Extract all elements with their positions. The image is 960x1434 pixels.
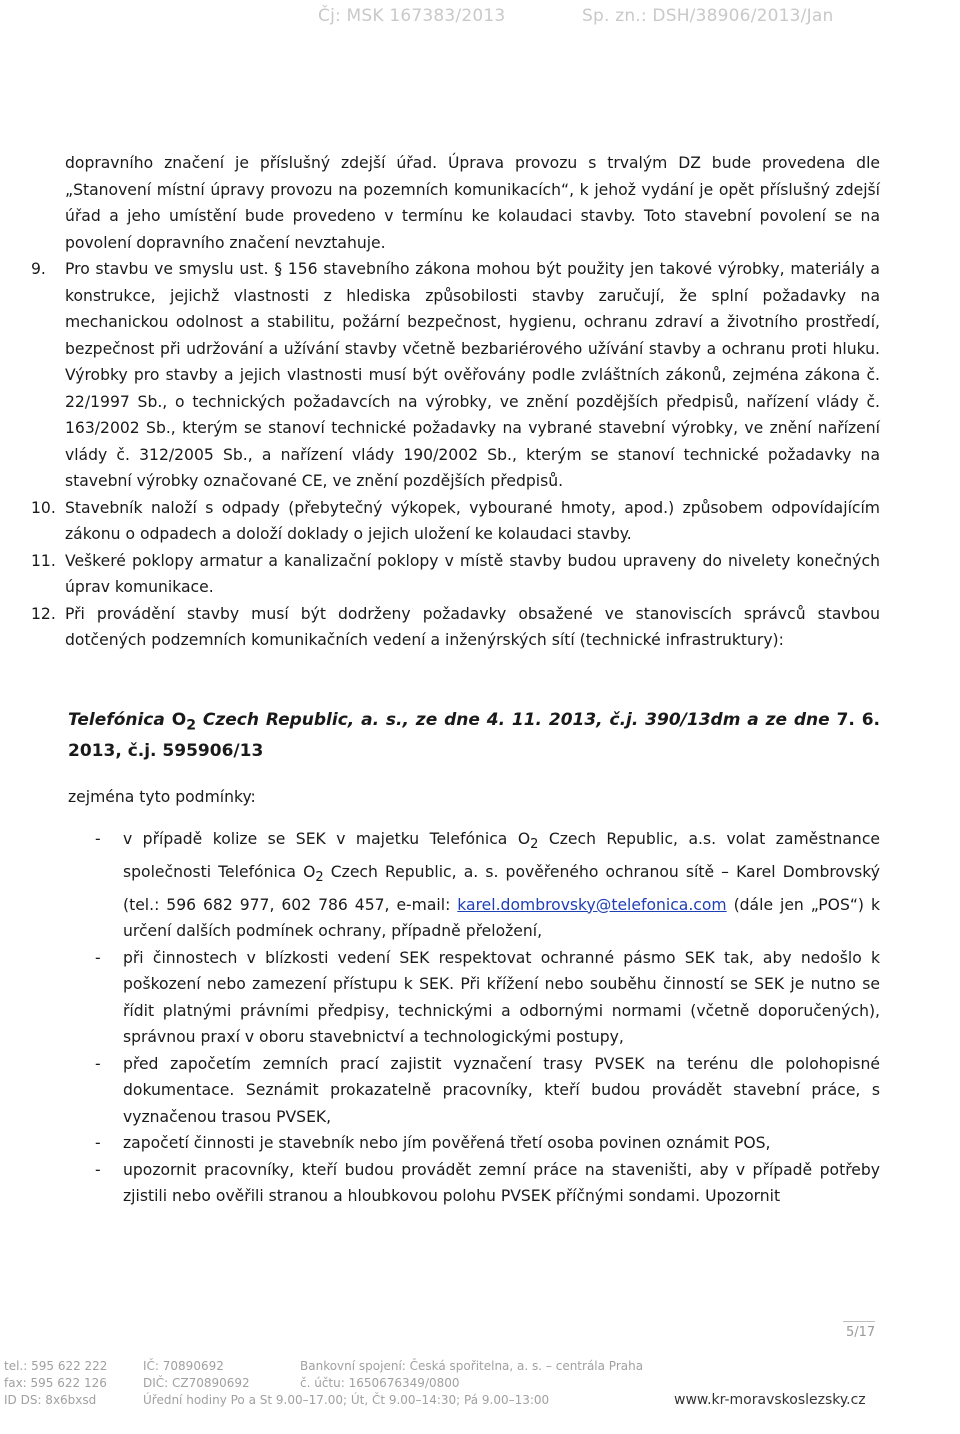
footer-bank-name: Bankovní spojení: Česká spořitelna, a. s. – centrála Praha — [300, 1359, 644, 1373]
footer-website[interactable]: www.kr-moravskoslezsky.cz — [674, 1392, 866, 1408]
file-number: Sp. zn.: DSH/38906/2013/Jan — [582, 6, 834, 26]
item-text: Veškeré poklopy armatur a kanalizační poklopy v místě stavby budou upraveny do nivelety konečných úprav komunikace. — [65, 551, 880, 596]
page-footer — [0, 1358, 960, 1418]
heading-company: Telefónica — [68, 709, 165, 730]
page-number-divider — [843, 1321, 875, 1322]
list-item: - započetí činnosti je stavebník nebo jím pověřená třetí osoba povinen oznámit POS, — [123, 1130, 880, 1157]
intro-paragraph: dopravního značení je příslušný zdejší úřad. Úprava provozu s trvalým DZ bude provedena dle „Stanovení místní úpravy provozu na pozemních komunikacích“, k jehož vydání je opět příslušný zdejší úřad a jeho umístění bude provedeno v termínu ke kolaudaci stavby. Toto stavební povolení se na povolení dopravního značení nevztahuje. — [65, 154, 880, 252]
footer-tel: tel.: 595 622 222 — [4, 1359, 108, 1373]
page-header — [0, 6, 960, 26]
item-text: Stavebník naloží s odpady (přebytečný výkopek, vybourané hmoty, apod.) způsobem odpovídajícím zákonu o odpadech a doloží doklady o jejich uložení ke kolaudaci stavby. — [65, 498, 880, 543]
heading-sub: 2 — [186, 716, 197, 733]
footer-account: č. účtu: 1650676349/0800 — [300, 1376, 460, 1390]
footer-fax: fax: 595 622 126 — [4, 1376, 107, 1390]
footer-dic: DIČ: CZ70890692 — [143, 1376, 250, 1390]
condition-item-9 — [31, 256, 880, 495]
footer-ico: IČ: 70890692 — [143, 1359, 224, 1373]
item-text: Pro stavbu ve smyslu ust. § 156 stavebního zákona mohou být použity jen takové výrobky, materiály a konstrukce, jejichž vlastnosti z hlediska způsobilosti stavby zaručují, že splní požadavky na mechanickou odolnost a stabilitu, požární bezpečnost, hygienu, ochranu zdraví a životního prostředí, bezpečnost při udržování a užívání stavby včetně bezbariérového užívání stavby a ochranu proti hluku. Výrobky pro stavby a jejich vlastnosti musí být ověřovány podle zvláštních zákonů, zejména zákona č. 22/1997 Sb., o technických požadavcích na výrobky, ve znění pozdějších předpisů, nařízení vlády č. 163/2002 Sb., kterým se stanoví technické požadavky na vybrané stavební výrobky, ve znění nařízení vlády č. 312/2005 Sb., a nařízení vlády 190/2002 Sb., kterým se stanoví technické požadavky na stavební výrobky označované CE, ve znění pozdějších předpisů. — [65, 260, 880, 490]
item-text: Při provádění stavby musí být dodrženy požadavky obsažené ve stanoviscích správců stavbou dotčených podzemních komunikačních vedení a inženýrských sítí (technické infrastruktury): — [65, 604, 880, 649]
condition-item-11 — [31, 548, 880, 601]
footer-hours: Úřední hodiny Po a St 9.00–17.00; Út, Čt 9.00–14:30; Pá 9.00–13:00 — [143, 1393, 550, 1407]
heading-o: O — [171, 709, 187, 730]
condition-item-12 — [31, 601, 880, 654]
footer-bank — [300, 1358, 643, 1392]
list-item: - před započetím zemních prací zajistit vyznačení trasy PVSEK na terénu dle polohopisné dokumentace. Seznámit prokazatelně pracovníky, kteří budou provádět stavební práce, s vyznačenou trasou PVSEK, — [123, 1051, 880, 1131]
conditions-list — [65, 826, 880, 1209]
condition-item-10 — [31, 495, 880, 548]
page-number: 5/17 — [846, 1325, 876, 1340]
email-link[interactable]: karel.dombrovsky@telefonica.com — [457, 895, 727, 914]
case-number: Čj: MSK 167383/2013 — [318, 6, 506, 26]
item-number: 9. — [31, 260, 46, 278]
document-body — [31, 150, 880, 1210]
list-item: - při činnostech v blízkosti vedení SEK respektovat ochranné pásmo SEK tak, aby nedošlo k poškození nebo zamezení přístupu k SEK. Při křížení nebo souběhu činností se SEK je nutno se řídit platnými právními předpisy, technickými a odbornými normami (včetně doporučených), správnou praxí v oboru stavebnictví a technologickými postupy, — [123, 945, 880, 1051]
item-number: 10. — [31, 498, 56, 517]
heading-ref: 7. 6. 2013, č.j. 595906/13 — [68, 709, 880, 762]
footer-contacts — [4, 1358, 107, 1409]
list-item: - v případě kolize se SEK v majetku Telefónica $O_2$ Czech Republic, a.s. volat zaměstnance společnosti Telefónica $O_2$ Czech Republic, a. s. pověřeného ochranou sítě – Karel Dombrovský (tel.: 596 682 977, 602 786 457, e-mail: karel.dombrovsky@telefonica.com (dále jen „POS“) k určení dalších podmínek ochrany, případně přeložení, — [123, 826, 880, 944]
item-number: 11. — [31, 551, 56, 570]
item-number: 12. — [31, 604, 56, 623]
operator-heading — [68, 707, 880, 765]
list-item: - upozornit pracovníky, kteří budou provádět zemní práce na staveništi, aby v případě potřeby zjistili nebo ověřili stranou a hloubkovou polohu PVSEK příčnými sondami. Upozornit — [123, 1157, 880, 1210]
heading-date: Czech Republic, a. s., ze dne 4. 11. 2013, č.j. 390/13dm a ze dne — [196, 709, 830, 730]
footer-datovka: ID DS: 8x6bxsd — [4, 1393, 97, 1407]
conditions-subheading: zejména tyto podmínky: — [68, 787, 256, 806]
